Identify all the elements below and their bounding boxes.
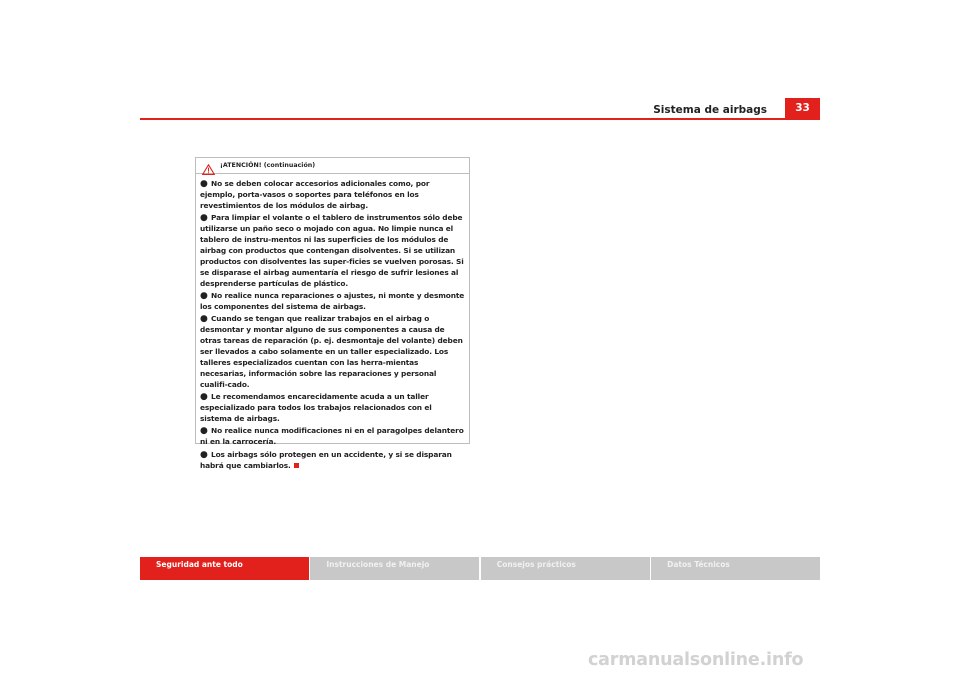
footer-tab-consejos[interactable]: Consejos prácticos (481, 557, 650, 580)
warning-item: ● No realice nunca modificaciones ni en el paragolpes delantero ni en la carrocería. (200, 426, 464, 447)
header-divider (140, 118, 820, 120)
warning-item: ● No se deben colocar accesorios adicionales como, por ejemplo, porta-vasos o soportes para teléfonos en los revestimientos de los módulos de airbag. (200, 179, 430, 210)
bullet-icon: ● (200, 426, 208, 437)
footer-tab-instrucciones[interactable]: Instrucciones de Manejo (310, 557, 479, 580)
warning-triangle-icon (202, 160, 215, 171)
warning-item: ● Los airbags sólo protegen en un accidente, y si se disparan habrá que cambiarlos. (200, 449, 452, 470)
page-number-badge: 33 (785, 98, 820, 118)
footer-tab-seguridad[interactable]: Seguridad ante todo (140, 557, 309, 580)
bullet-icon: ● (200, 291, 208, 302)
warning-box (195, 157, 470, 470)
bullet-icon: ● (200, 392, 208, 403)
bullet-icon: ● (200, 179, 208, 189)
footer-tab-datos[interactable]: Datos Técnicos (651, 557, 820, 580)
end-mark-icon (294, 463, 299, 468)
warning-item: ● Para limpiar el volante o el tablero de instrumentos sólo debe utilizarse un paño seco o mojado con agua. No limpie nunca el tablero de instru-mentos ni las superficies de los módulos de airbag con productos que contengan disolventes. Si se utilizan productos con disolventes las super-ficies se vuelven porosas. Si se disparase el airbag aumentaría el riesgo de sufrir lesiones al desprenderse partículas de plástico. (200, 213, 464, 288)
watermark: carmanualsonline.info (588, 650, 804, 670)
warning-item: ● No realice nunca reparaciones o ajustes, ni monte y desmonte los componentes del sistema de airbags. (200, 291, 465, 311)
warning-body (196, 174, 469, 472)
bullet-icon: ● (200, 449, 208, 460)
page-header-title: Sistema de airbags (653, 104, 767, 116)
warning-header (196, 158, 469, 174)
bullet-icon: ● (200, 213, 208, 224)
bullet-icon: ● (200, 314, 208, 325)
footer-nav (140, 557, 820, 580)
warning-heading: ¡ATENCIÓN! (continuación) (220, 162, 316, 169)
warning-item: ● Cuando se tengan que realizar trabajos en el airbag o desmontar y montar alguno de sus componentes a causa de otras tareas de reparación (p. ej. desmontaje del volante) deben ser llevados a cabo solamente en un taller especializado. Los talleres especializados cuentan con las herra-mientas necesarias, información sobre las reparaciones y personal cualifi-cado. (200, 314, 463, 389)
warning-item: ● Le recomendamos encarecidamente acuda a un taller especializado para todos los trabajos relacionados con el sistema de airbags. (200, 392, 432, 424)
